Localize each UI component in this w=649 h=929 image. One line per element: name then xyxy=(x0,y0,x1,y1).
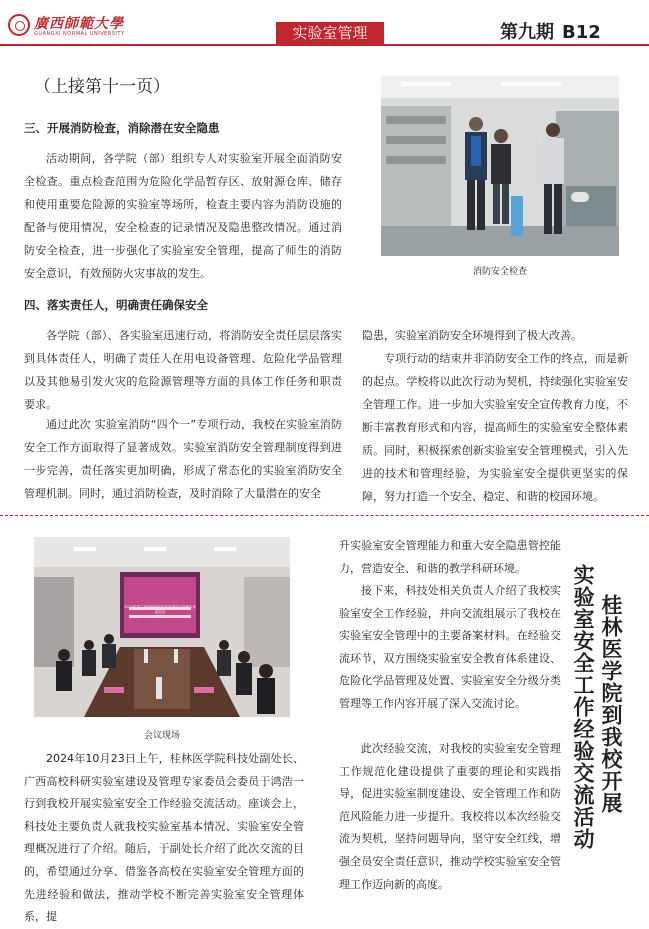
section-heading-3: 三、开展消防检查，消除潜在安全隐患 xyxy=(24,121,220,135)
meeting-caption: 会议现场 xyxy=(143,731,180,741)
paragraph-fire-inspection: 活动期间，各学院（部）组织专人对实验室开展全面消防安全检查。重点检查范围为危险化学品暂存区、放射源仓库、储存和使用重要危险源的实验室等场所，检查主要内容为消防设施的配备与使用情况，安全检查的记录情况及隐患整改情况。通过消防安全检查，进一步强化了实验室安全管理，提高了师生的消防安全意识，有效预防火灾事故的发生。 xyxy=(24,152,342,280)
section-tag: 实验室管理 xyxy=(276,22,384,45)
paragraph-meeting-intro: 2024年10月23日上午，桂林医学院科技处副处长、广西高校科研实验室建设及管理专家委员会委员于鸿浩一行到我校开展实验室安全工作经验交流活动。座谈会上，科技处主要负责人就我校实验室基本情况、实验室安全管理概况进行了介绍。随后，于副处长介绍了此次交流的目的，希望通过分享、借鉴各高校在实验室安全管理方面的先进经验和做法，推动学校不断完善实验室安全管理体系，提 xyxy=(24,752,304,924)
paragraph-meeting-cont: 升实验室安全管理能力和重大安全隐患管控能力，营造安全、和谐的教学科研环境。 xyxy=(339,539,561,575)
article-title-line2: 实验室安全工作经验交流活动 xyxy=(571,564,595,850)
paragraph-results-cont: 隐患，实验室消防安全环境得到了极大改善。 xyxy=(362,329,582,342)
fire-inspection-caption: 消防安全检查 xyxy=(472,267,527,277)
meeting-photo xyxy=(34,537,290,717)
university-logo-text: 廣西師範大學 xyxy=(34,16,124,32)
section-heading-4: 四、落实责任人，明确责任确保安全 xyxy=(24,298,208,312)
page-number: B12 xyxy=(562,22,601,43)
fire-inspection-photo-image xyxy=(381,76,619,256)
paragraph-new-start: 专项行动的结束并非消防安全工作的终点，而是新的起点。学校将以此次行动为契机，持续强化实验室安全管理工作。进一步加大实验室安全宣传教育力度，不断丰富教育形式和内容，提高师生的实验室安全整体素质。同时，积极探索创新实验室安全管理模式，引入先进的技术和管理经验，为实验室安全提供更坚实的保障，努力打造一个安全、稳定、和谐的校园环境。 xyxy=(362,352,628,503)
continued-note: （上接第十一页） xyxy=(34,77,170,97)
article-divider xyxy=(0,515,649,516)
meeting-screen-text: 2024年度广西高校科研实验室建设与管理专家委员会 xyxy=(124,605,196,614)
paragraph-responsibility: 各学院（部）、各实验室迅速行动，将消防安全责任层层落实到具体责任人，明确了责任人在用电设备管理、危险化学品管理以及其他易引发火灾的危险源管理等方面的具体工作任务和职责要求。 xyxy=(24,329,342,411)
university-logo-english: GUANGXI NORMAL UNIVERSITY xyxy=(34,31,125,37)
paragraph-results: 通过此次 实验室消防“四个一”专项行动，我校在实验室消防安全工作方面取得了显著成效。实验室消防安全管理制度得到进一步完善，责任落实更加明确，形成了常态化的实验室消防安全管理机制。同时，通过消防检查，及时消除了大量潜在的安全 xyxy=(24,418,342,500)
fire-inspection-photo xyxy=(381,76,619,256)
paragraph-experience-exchange: 接下来，科技处相关负责人介绍了我校实验室安全工作经验，并向交流组展示了我校在实验室安全管理中的主要备案材料。在经验交流环节，双方围绕实验室安全教育体系建设、危险化学品管理及处置、实验室安全分级分类管理等工作内容开展了深入交流讨论。 xyxy=(339,584,561,710)
meeting-photo-image xyxy=(34,537,290,717)
issue-number xyxy=(500,18,601,44)
university-seal-logo xyxy=(8,14,30,36)
issue-label: 第九期 xyxy=(500,22,554,43)
article-title-line1: 桂林医学院到我校开展 xyxy=(599,594,623,814)
header-rule xyxy=(0,44,649,46)
paragraph-conclusion: 此次经验交流，对我校的实验室安全管理工作规范化建设提供了重要的理论和实践指导，促进实验室制度建设、安全管理工作和防范风险能力进一步提升。我校将以本次经验交流为契机，坚持问题导向，坚守安全红线，增强全员安全责任意识，推动学校实验室安全管理工作迈向新的高度。 xyxy=(339,742,561,891)
